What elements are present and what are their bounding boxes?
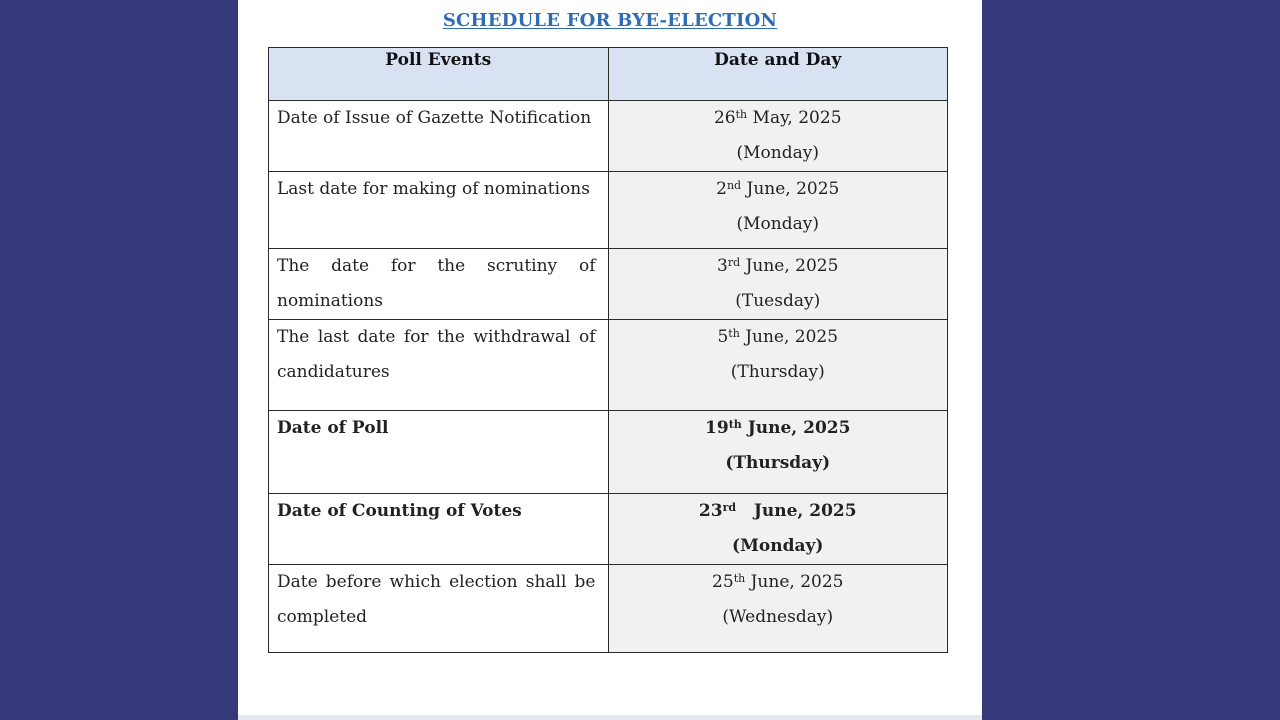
day-suffix: th: [735, 108, 748, 121]
day-suffix: th: [733, 572, 746, 585]
month-year: June, 2025: [739, 327, 839, 347]
month-year: June, 2025: [741, 418, 851, 438]
date-line: [609, 249, 948, 284]
day-number: 26: [713, 108, 736, 128]
date-cell: [608, 172, 948, 249]
day-suffix: nd: [726, 179, 742, 192]
event-cell: Date of Poll: [269, 411, 609, 494]
day-number: 19: [705, 418, 729, 438]
day-number: 25: [712, 572, 734, 592]
document-title: SCHEDULE FOR BYE-ELECTION: [442, 10, 778, 31]
date-cell: [608, 320, 948, 411]
table-row: [269, 494, 948, 565]
date-cell: [608, 249, 948, 320]
table-row: [269, 320, 948, 411]
weekday: (Monday): [736, 214, 819, 234]
header-poll-events: Poll Events: [269, 48, 609, 101]
date-cell: [608, 101, 948, 172]
table-row: [269, 172, 948, 249]
weekday: (Thursday): [725, 453, 831, 473]
document-page: [238, 0, 982, 720]
day-number: 3: [717, 256, 728, 276]
date-cell: [608, 565, 948, 653]
date-line: [609, 411, 948, 446]
table-row: [269, 411, 948, 494]
day-number: 2: [716, 179, 727, 199]
date-cell: [608, 411, 948, 494]
event-cell: Last date for making of nominations: [269, 172, 609, 249]
event-cell: The last date for the withdrawal of candidatures: [269, 320, 609, 411]
date-line: [609, 172, 948, 207]
date-line: [609, 101, 948, 136]
event-cell: The date for the scrutiny of nominations: [269, 249, 609, 320]
event-cell: Date of Issue of Gazette Notification: [269, 101, 609, 172]
event-cell: Date of Counting of Votes: [269, 494, 609, 565]
date-line: [609, 565, 948, 600]
weekday: (Thursday): [730, 362, 825, 382]
weekday: (Tuesday): [735, 291, 821, 311]
weekday: (Monday): [732, 536, 824, 556]
month-year: June, 2025: [736, 501, 857, 521]
month-year: June, 2025: [745, 572, 844, 592]
month-year: June, 2025: [740, 256, 839, 276]
event-cell: Date before which election shall be completed: [269, 565, 609, 653]
schedule-table: [268, 47, 948, 653]
day-number: 5: [717, 327, 729, 347]
table-header-row: [269, 48, 948, 101]
day-suffix: th: [728, 327, 740, 340]
day-suffix: rd: [727, 256, 741, 269]
date-line: [609, 320, 948, 355]
weekday: (Monday): [736, 143, 819, 163]
table-row: [269, 565, 948, 653]
day-suffix: rd: [722, 501, 737, 514]
day-suffix: th: [728, 418, 742, 431]
date-line: [609, 494, 948, 529]
weekday: (Wednesday): [722, 607, 834, 627]
header-date-and-day: Date and Day: [608, 48, 948, 101]
page-bottom-edge: [238, 715, 982, 720]
date-cell: [608, 494, 948, 565]
month-year: June, 2025: [741, 179, 840, 199]
table-row: [269, 249, 948, 320]
table-row: [269, 101, 948, 172]
day-number: 23: [698, 501, 723, 521]
month-year: May, 2025: [747, 108, 842, 128]
